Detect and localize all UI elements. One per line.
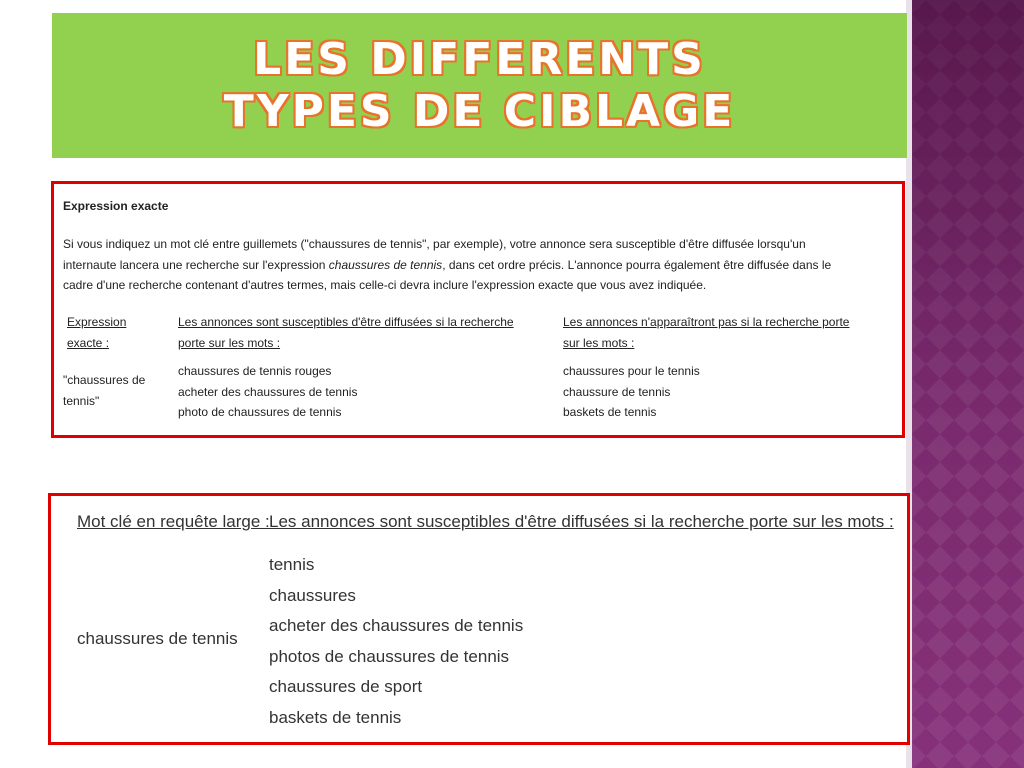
shown-terms-list <box>178 361 357 423</box>
list-item: chaussures de sport <box>269 677 423 696</box>
broad-keyword-header: Mot clé en requête large : <box>77 512 270 531</box>
exact-match-heading: Expression exacte <box>63 199 169 213</box>
title-banner <box>52 13 907 158</box>
list-item: photo de chaussures de tennis <box>178 405 342 419</box>
exact-match-panel <box>51 181 905 438</box>
list-item: chaussure de tennis <box>563 384 671 399</box>
slide-title: LES DIFFERENTS TYPES DE CIBLAGE <box>223 33 736 137</box>
keyword-line: "chaussures de <box>63 373 146 387</box>
header-line: sur les mots : <box>563 335 635 350</box>
header-line: Expression <box>67 315 127 329</box>
keyword-line: tennis" <box>63 393 100 408</box>
broad-keyword: chaussures de tennis <box>77 629 238 648</box>
broad-shown-terms-list <box>269 550 523 733</box>
description-line: internaute lancera une recherche sur l'expression chaussures de tennis, dans cet ordre précis. L'annonce pourra également être diffusée dans le <box>63 257 832 272</box>
emphasized-phrase: chaussures de tennis <box>328 257 443 272</box>
exact-match-description <box>63 234 883 296</box>
header-line: exacte : <box>67 335 110 350</box>
not-shown-terms-list <box>563 361 700 423</box>
decorative-side-band <box>912 0 1024 768</box>
header-line: Les annonces n'apparaîtront pas si la recherche porte <box>563 315 850 329</box>
list-item: chaussures <box>269 585 356 605</box>
broad-shown-header: Les annonces sont susceptibles d'être diffusées si la recherche porte sur les mots : <box>269 512 894 531</box>
list-item: chaussures de tennis rouges <box>178 364 332 378</box>
list-item: acheter des chaussures de tennis <box>269 616 524 635</box>
list-item: tennis <box>269 555 315 574</box>
broad-match-panel <box>48 493 910 745</box>
description-line: Si vous indiquez un mot clé entre guillemets ("chaussures de tennis", par exemple), votre annonce sera susceptible d'être diffusée lorsqu'un <box>63 237 806 251</box>
list-item: chaussures pour le tennis <box>563 364 700 378</box>
header-line: Les annonces sont susceptibles d'être diffusées si la recherche <box>178 315 514 329</box>
list-item: photos de chaussures de tennis <box>269 646 510 666</box>
list-item: baskets de tennis <box>563 405 657 419</box>
list-item: baskets de tennis <box>269 707 402 727</box>
list-item: acheter des chaussures de tennis <box>178 384 358 399</box>
keyword-column-header <box>67 312 126 353</box>
header-line: porte sur les mots : <box>178 335 281 350</box>
description-line: cadre d'une recherche contenant d'autres termes, mais celle-ci devra inclure l'expression exacte que vous avez indiquée. <box>63 278 707 292</box>
shown-column-header <box>178 312 514 353</box>
exact-keyword <box>63 370 145 411</box>
not-shown-column-header <box>563 312 849 353</box>
